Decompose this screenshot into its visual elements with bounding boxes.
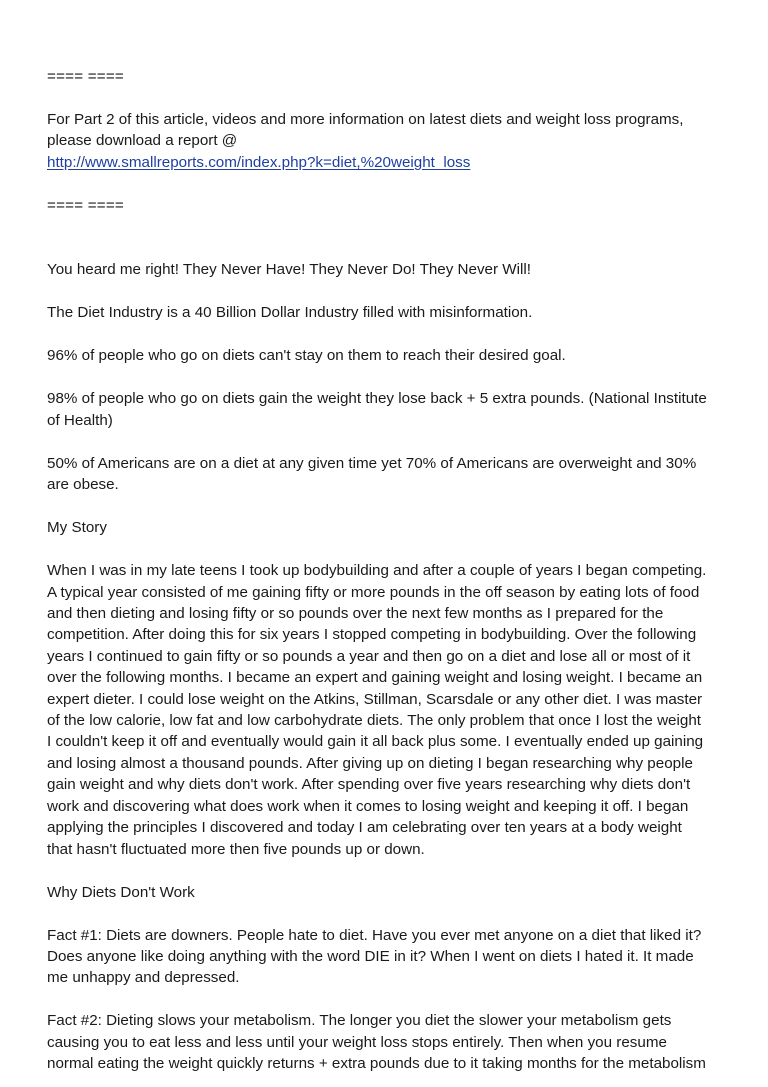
text-line: Does anyone like doing anything with the word DIE in it? When I went on diets I hated it. It made — [47, 947, 694, 965]
spacer — [47, 238, 732, 260]
paragraph-statistic-96: 96% of people who go on diets can't stay on them to reach their desired goal. — [47, 347, 566, 365]
section-heading-my-story: My Story — [47, 519, 107, 537]
text-line: When I was in my late teens I took up bodybuilding and after a couple of years I began competing. — [47, 562, 707, 580]
promo-paragraph — [47, 109, 732, 173]
text-line: Fact #2: Dieting slows your metabolism. The longer you diet the slower your metabolism gets — [47, 1012, 672, 1030]
text-line: years I continued to gain fifty or so pounds a year and then go on a diet and lose all or most of it — [47, 647, 691, 665]
text-line: competition. After doing this for six years I stopped competing in bodybuilding. Over the following — [47, 626, 697, 644]
text-line: and then dieting and losing fifty or so pounds over the next few months as I prepared for the — [47, 605, 664, 623]
text-line: normal eating the weight quickly returns + extra pounds due to it taking months for the metabolism — [47, 1055, 706, 1073]
separator-top: ==== ==== — [47, 68, 124, 85]
text-line: expert dieter. I could lose weight on the Atkins, Stillman, Scarsdale or any other diet. I was master — [47, 690, 703, 708]
text-line: A typical year consisted of me gaining fifty or more pounds in the off season by eating lots of food — [47, 583, 700, 601]
text-line: I couldn't keep it off and eventually would gain it all back plus some. I eventually ended up gaining — [47, 733, 704, 751]
paragraph-fact-2 — [47, 1010, 732, 1074]
section-heading-why-diets: Why Diets Don't Work — [47, 883, 195, 901]
text-line: Fact #1: Diets are downers. People hate to diet. Have you ever met anyone on a diet that liked it? — [47, 926, 702, 944]
text-line: applying the principles I discovered and today I am celebrating over ten years at a body weight — [47, 819, 682, 837]
text-line: causing you to eat less and less until your weight loss stops entirely. Then when you resume — [47, 1033, 667, 1051]
promo-text-line: For Part 2 of this article, videos and more information on latest diets and weight loss programs, — [47, 111, 684, 128]
text-line: me unhappy and depressed. — [47, 969, 240, 987]
text-line: of Health) — [47, 411, 113, 429]
paragraph-story — [47, 560, 732, 860]
text-line: gain weight and why diets don't work. After spending over five years researching why diets don't — [47, 776, 691, 794]
paragraph-industry: The Diet Industry is a 40 Billion Dollar Industry filled with misinformation. — [47, 304, 533, 322]
text-line: are obese. — [47, 476, 119, 494]
text-line: 98% of people who go on diets gain the weight they lose back + 5 extra pounds. (National Institute — [47, 390, 707, 408]
promo-text-line: please download a report @ — [47, 132, 238, 150]
paragraph-statistic-50 — [47, 453, 732, 496]
paragraph-statistic-98 — [47, 388, 732, 431]
text-line: that hasn't fluctuated more then five pounds up or down. — [47, 840, 425, 858]
separator-bottom: ==== ==== — [47, 196, 124, 214]
paragraph-fact-1 — [47, 925, 732, 989]
paragraph-intro: You heard me right! They Never Have! They Never Do! They Never Will! — [47, 261, 531, 279]
text-line: 50% of Americans are on a diet at any given time yet 70% of Americans are overweight and 30% — [47, 454, 697, 472]
text-line: over the following months. I became an expert and gaining weight and losing weight. I became an — [47, 669, 703, 687]
text-line: and losing almost a thousand pounds. After giving up on dieting I began researching why people — [47, 754, 693, 772]
report-download-link[interactable]: http://www.smallreports.com/index.php?k=diet,%20weight_loss — [47, 153, 471, 171]
text-line: work and discovering what does work when it comes to losing weight and keeping it off. I began — [47, 797, 689, 815]
text-line: of the low calorie, low fat and low carbohydrate diets. The only problem that once I lost the weight — [47, 712, 701, 730]
